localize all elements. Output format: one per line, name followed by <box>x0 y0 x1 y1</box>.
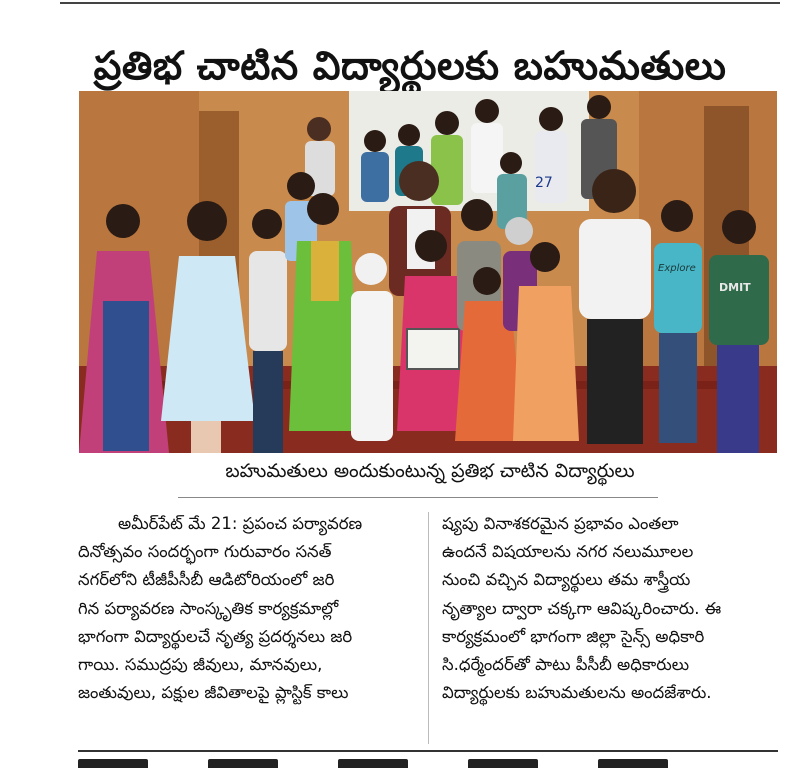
article-column-left <box>78 510 413 707</box>
bottom-rule <box>78 750 778 752</box>
photo-caption: బహుమతులు అందుకుంటున్న ప్రతిభ చాటిన విద్యార్థులు <box>225 459 635 482</box>
body-line: దినోత్సవం సందర్భంగా గురువారం సనత్ <box>78 542 332 562</box>
body-line: కార్యక్రమంలో భాగంగా జిల్లా సైన్స్ అధికారి <box>442 626 705 646</box>
next-article-cut-off <box>78 756 778 768</box>
body-line: ఉందనే విషయాలను నగర నలుమూలల <box>442 542 694 562</box>
body-line: భాగంగా విద్యార్థులచే నృత్య ప్రదర్శనలు జరి <box>78 626 353 646</box>
body-line: గిన పర్యావరణ సాంస్కృతిక కార్యక్రమాల్లో <box>78 598 339 618</box>
group-photo-illustration <box>79 91 777 453</box>
body-line: జంతువులు, పక్షుల జీవితాలపై ప్లాస్టిక్ కాలు <box>78 683 349 703</box>
body-line: సి.ధర్మేందర్‌తో పాటు పీసీబీ అధికారులు <box>442 654 690 674</box>
body-line: నుంచి వచ్చిన విద్యార్థులు తమ శాస్త్రీయ <box>442 570 691 590</box>
column-divider <box>428 512 429 744</box>
body-line: ష్యపు వినాశకరమైన ప్రభావం ఎంతలా <box>442 514 679 533</box>
body-line: గాయి. సముద్రపు జీవులు, మానవులు, <box>78 654 323 674</box>
headline: ప్రతిభ చాటిన విద్యార్థులకు బహుమతులు <box>93 44 727 90</box>
top-rule <box>60 2 780 4</box>
news-photo <box>79 91 777 453</box>
caption-rule <box>178 497 658 498</box>
body-line: నగర్‌లోని టీజీపీసీబీ ఆడిటోరియంలో జరి <box>78 570 335 590</box>
shirt-text-explore: Explore <box>658 263 696 274</box>
body-line: అమీర్‌పేట్ మే 21: ప్రపంచ పర్యావరణ <box>118 514 363 533</box>
body-line: విద్యార్థులకు బహుమతులను అందజేశారు. <box>442 683 712 703</box>
body-line: నృత్యాల ద్వారా చక్కగా ఆవిష్కరించారు. ఈ <box>442 598 722 618</box>
shirt-text-27: 27 <box>535 175 553 191</box>
shirt-text-dmit: DMIT <box>719 281 751 294</box>
article-column-right <box>442 510 777 707</box>
certificate <box>407 329 459 369</box>
